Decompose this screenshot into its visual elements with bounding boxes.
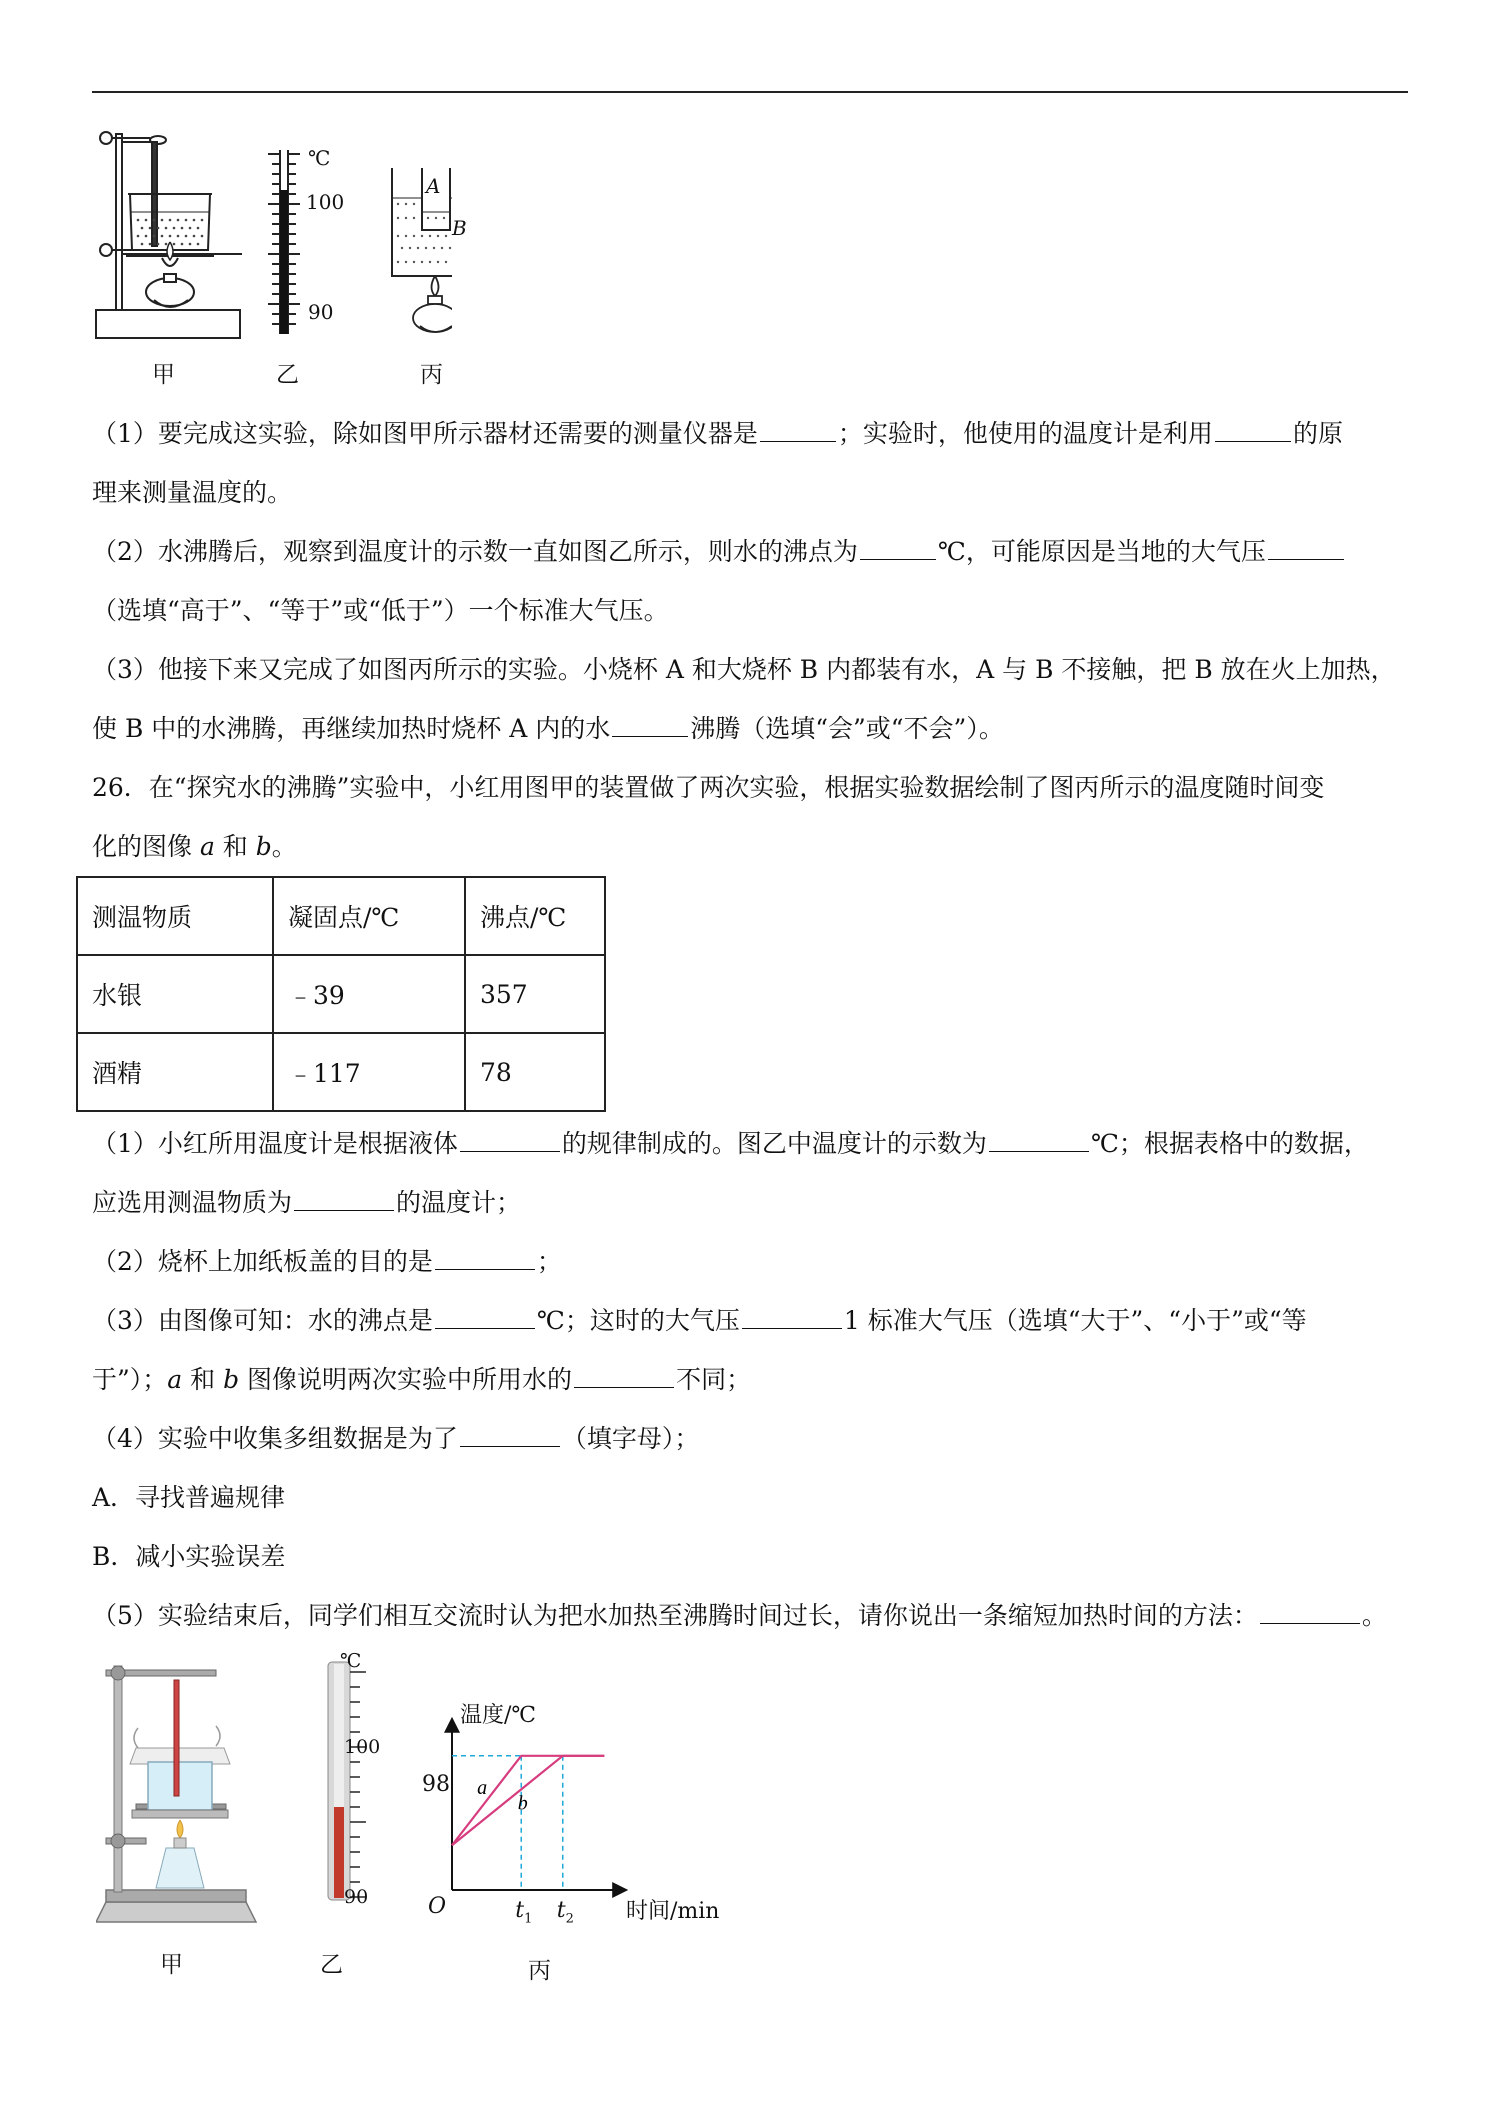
table-cell: ﹣39 xyxy=(273,955,465,1033)
q26-p1-line2: 应选用测温物质为 的温度计； xyxy=(92,1188,522,1217)
table-header-cell: 凝固点/℃ xyxy=(273,877,465,955)
table-row xyxy=(77,1033,605,1111)
chart-x-label: 时间/min xyxy=(626,1899,720,1924)
q26-text xyxy=(92,1114,1412,1645)
top-caption-yi: 乙 xyxy=(276,362,299,388)
bottom-caption-jia: 甲 xyxy=(160,1952,183,1978)
q25-p1-line1: （1）要完成这实验，除如图甲所示器材还需要的测量仪器是 ；实验时，他使用的温度计是利用 的原 xyxy=(92,419,1343,448)
chart-origin-label: O xyxy=(428,1894,447,1919)
q25-p1-line2: 理来测量温度的。 xyxy=(92,478,293,507)
bottom-thermo-label-90: 90 xyxy=(344,1886,369,1908)
top-figure-apparatus xyxy=(92,124,452,350)
bottom-thermo-unit: ℃ xyxy=(340,1650,362,1672)
beaker-label-b: B xyxy=(452,216,467,240)
q26-option-a: A．寻找普遍规律 xyxy=(92,1483,286,1512)
table-cell: 78 xyxy=(465,1033,605,1111)
boiling-point-table xyxy=(76,876,606,1112)
q26-p3-line2: 于”）；a 和 b 图像说明两次实验中所用水的 不同； xyxy=(92,1365,752,1394)
series-line-b xyxy=(452,1756,604,1845)
chart-x-tick-t2: $t_2$ xyxy=(556,1898,574,1927)
table-cell: 水银 xyxy=(77,955,273,1033)
top-caption-jia: 甲 xyxy=(152,362,175,388)
series-label-a: a xyxy=(477,1776,488,1799)
chart-y-tick-98: 98 xyxy=(422,1772,450,1797)
top-thermometer-liquid xyxy=(280,190,288,334)
top-thermo-label-90: 90 xyxy=(308,300,334,324)
q25-p2-line2: （选填“高于”、“等于”或“低于”）一个标准大气压。 xyxy=(92,596,669,625)
bottom-figure-apparatus xyxy=(96,1652,386,1932)
bottom-thermometer-liquid xyxy=(334,1807,344,1898)
beaker-label-a: A xyxy=(426,174,441,198)
table-header-cell: 测温物质 xyxy=(77,877,273,955)
bottom-caption-yi: 乙 xyxy=(320,1952,343,1978)
table-header-row xyxy=(77,877,605,955)
top-caption-bing: 丙 xyxy=(420,362,443,388)
q25-p2-line1: （2）水沸腾后，观察到温度计的示数一直如图乙所示，则水的沸点为 ℃，可能原因是当地的大气压 xyxy=(92,522,1412,581)
header-rule xyxy=(92,91,1408,93)
q26-p2: （2）烧杯上加纸板盖的目的是 ； xyxy=(92,1247,562,1276)
q25-text xyxy=(92,404,1412,876)
top-thermo-unit: ℃ xyxy=(308,146,331,170)
q26-option-b: B．减小实验误差 xyxy=(92,1542,286,1571)
table-cell: 357 xyxy=(465,955,605,1033)
series-line-a xyxy=(452,1756,604,1845)
table-header-cell: 沸点/℃ xyxy=(465,877,605,955)
table-row xyxy=(77,955,605,1033)
table-cell: ﹣117 xyxy=(273,1033,465,1111)
table-cell: 酒精 xyxy=(77,1033,273,1111)
bottom-thermo-label-100: 100 xyxy=(344,1736,381,1758)
q25-p3-line1: （3）他接下来又完成了如图丙所示的实验。小烧杯 A 和大烧杯 B 内都装有水，A 与 B 不接触，把 B 放在火上加热， xyxy=(92,655,1396,684)
q26-intro-line1: 26．在“探究水的沸腾”实验中，小红用图甲的装置做了两次实验，根据实验数据绘制了图丙所示的温度随时间变 xyxy=(92,773,1325,802)
q26-p1-line1: （1）小红所用温度计是根据液体 的规律制成的。图乙中温度计的示数为 ℃；根据表格中的数据， xyxy=(92,1129,1369,1158)
q26-intro-line2: 化的图像 a 和 b。 xyxy=(92,832,297,861)
bottom-caption-bing: 丙 xyxy=(528,1958,551,1984)
q26-p4: （4）实验中收集多组数据是为了 （填字母）； xyxy=(92,1424,700,1453)
chart-x-tick-t1: $t_1$ xyxy=(515,1898,533,1927)
q26-p5: （5）实验结束后，同学们相互交流时认为把水加热至沸腾时间过长，请你说出一条缩短加热时间的方法： 。 xyxy=(92,1601,1387,1630)
q25-p3-line2: 使 B 中的水沸腾，再继续加热时烧杯 A 内的水 沸腾（选填“会”或“不会”）。 xyxy=(92,714,1004,743)
chart-y-label: 温度/℃ xyxy=(460,1703,537,1728)
series-label-b: b xyxy=(517,1792,528,1815)
top-thermo-label-100: 100 xyxy=(306,190,345,214)
q26-p3-line1: （3）由图像可知：水的沸点是 ℃；这时的大气压 1 标准大气压（选填“大于”、“小于”或“等 xyxy=(92,1306,1307,1335)
